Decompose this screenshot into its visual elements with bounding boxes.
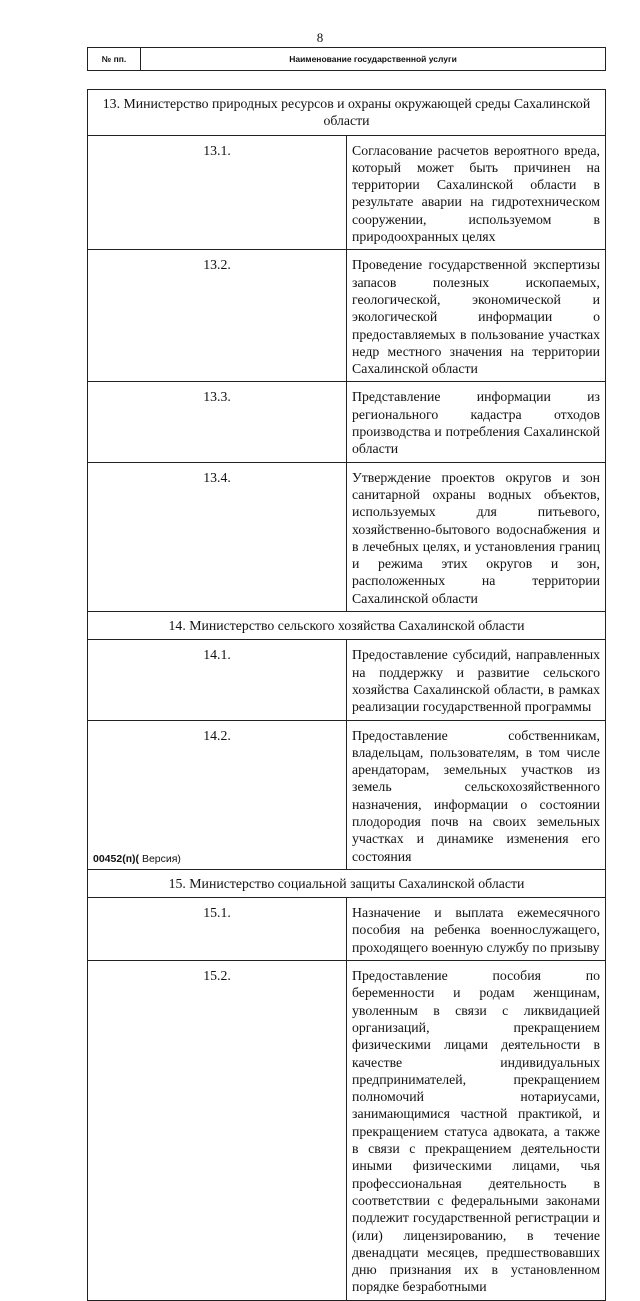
item-text: Предоставление субсидий, направленных на поддержку и развитие сельского хозяйства Сахалинской области, в рамках реализации государственной программы <box>347 640 606 720</box>
document-version: Версия) <box>139 853 181 865</box>
item-text: Назначение и выплата ежемесячного пособия на ребенка военнослужащего, проходящего военную службу по призыву <box>347 898 606 961</box>
document-code: 00452(п)( <box>93 853 140 865</box>
item-number: 13.4. <box>88 462 347 611</box>
item-number: 15.1. <box>88 898 347 961</box>
document-footer <box>93 853 181 865</box>
table-row <box>88 135 606 250</box>
section-title-15: 15. Министерство социальной защиты Сахалинской области <box>88 869 606 897</box>
table-row <box>88 250 606 382</box>
item-number: 13.3. <box>88 382 347 462</box>
section-row <box>88 90 606 136</box>
item-text: Утверждение проектов округов и зон санитарной охраны водных объектов, используемых для питьевого, хозяйственно-бытового водоснабжения и в лечебных целях, и установления границ и режима этих округов и зон, расположенных на территории Сахалинской области <box>347 462 606 611</box>
section-title-13: 13. Министерство природных ресурсов и охраны окружающей среды Сахалинской области <box>88 90 606 136</box>
item-number: 14.2. <box>88 720 347 869</box>
table-row <box>88 720 606 869</box>
item-number: 13.2. <box>88 250 347 382</box>
services-table <box>87 89 606 1301</box>
table-row <box>88 961 606 1301</box>
section-title-14: 14. Министерство сельского хозяйства Сахалинской области <box>88 612 606 640</box>
table-row <box>88 462 606 611</box>
item-text: Предоставление пособия по беременности и родам женщинам, уволенным в связи с ликвидацией организаций, прекращением физическими лицами деятельности в качестве индивидуальных предпринимателей, прекращением полномочий нотариусами, занимающимися частной практикой, и прекращением статуса адвоката, а также в связи с прекращением деятельности иными физическими лицами, чья профессиональная деятельность в соответствии с федеральными законами подлежит государственной регистрации и (или) лицензированию, в течение двенадцати месяцев, предшествовавших дню признания их в установленном порядке безработными <box>347 961 606 1301</box>
page-number: 8 <box>316 30 324 45</box>
item-text: Согласование расчетов вероятного вреда, который может быть причинен на территории Сахалинской области в результате аварии на гидротехническом сооружении, используемом в природоохранных целях <box>347 135 606 250</box>
section-row <box>88 612 606 640</box>
section-row <box>88 869 606 897</box>
table-row <box>88 898 606 961</box>
column-header-number: № пп. <box>88 48 141 71</box>
item-text: Предоставление собственникам, владельцам, пользователям, в том числе арендаторам, земельных участков из земель сельскохозяйственного назначения, информации о состоянии плодородия почв на своих земельных участках и динамике изменения его состояния <box>347 720 606 869</box>
table-row <box>88 382 606 462</box>
column-header-service-name: Наименование государственной услуги <box>141 48 606 71</box>
item-number: 14.1. <box>88 640 347 720</box>
item-text: Проведение государственной экспертизы запасов полезных ископаемых, геологической, экономической и экологической информации о предоставляемых в пользование участках недр местного значения на территории Сахалинской области <box>347 250 606 382</box>
item-text: Представление информации из регионального кадастра отходов производства и потребления Сахалинской области <box>347 382 606 462</box>
item-number: 13.1. <box>88 135 347 250</box>
item-number: 15.2. <box>88 961 347 1301</box>
table-row <box>88 640 606 720</box>
table-header <box>87 47 606 71</box>
